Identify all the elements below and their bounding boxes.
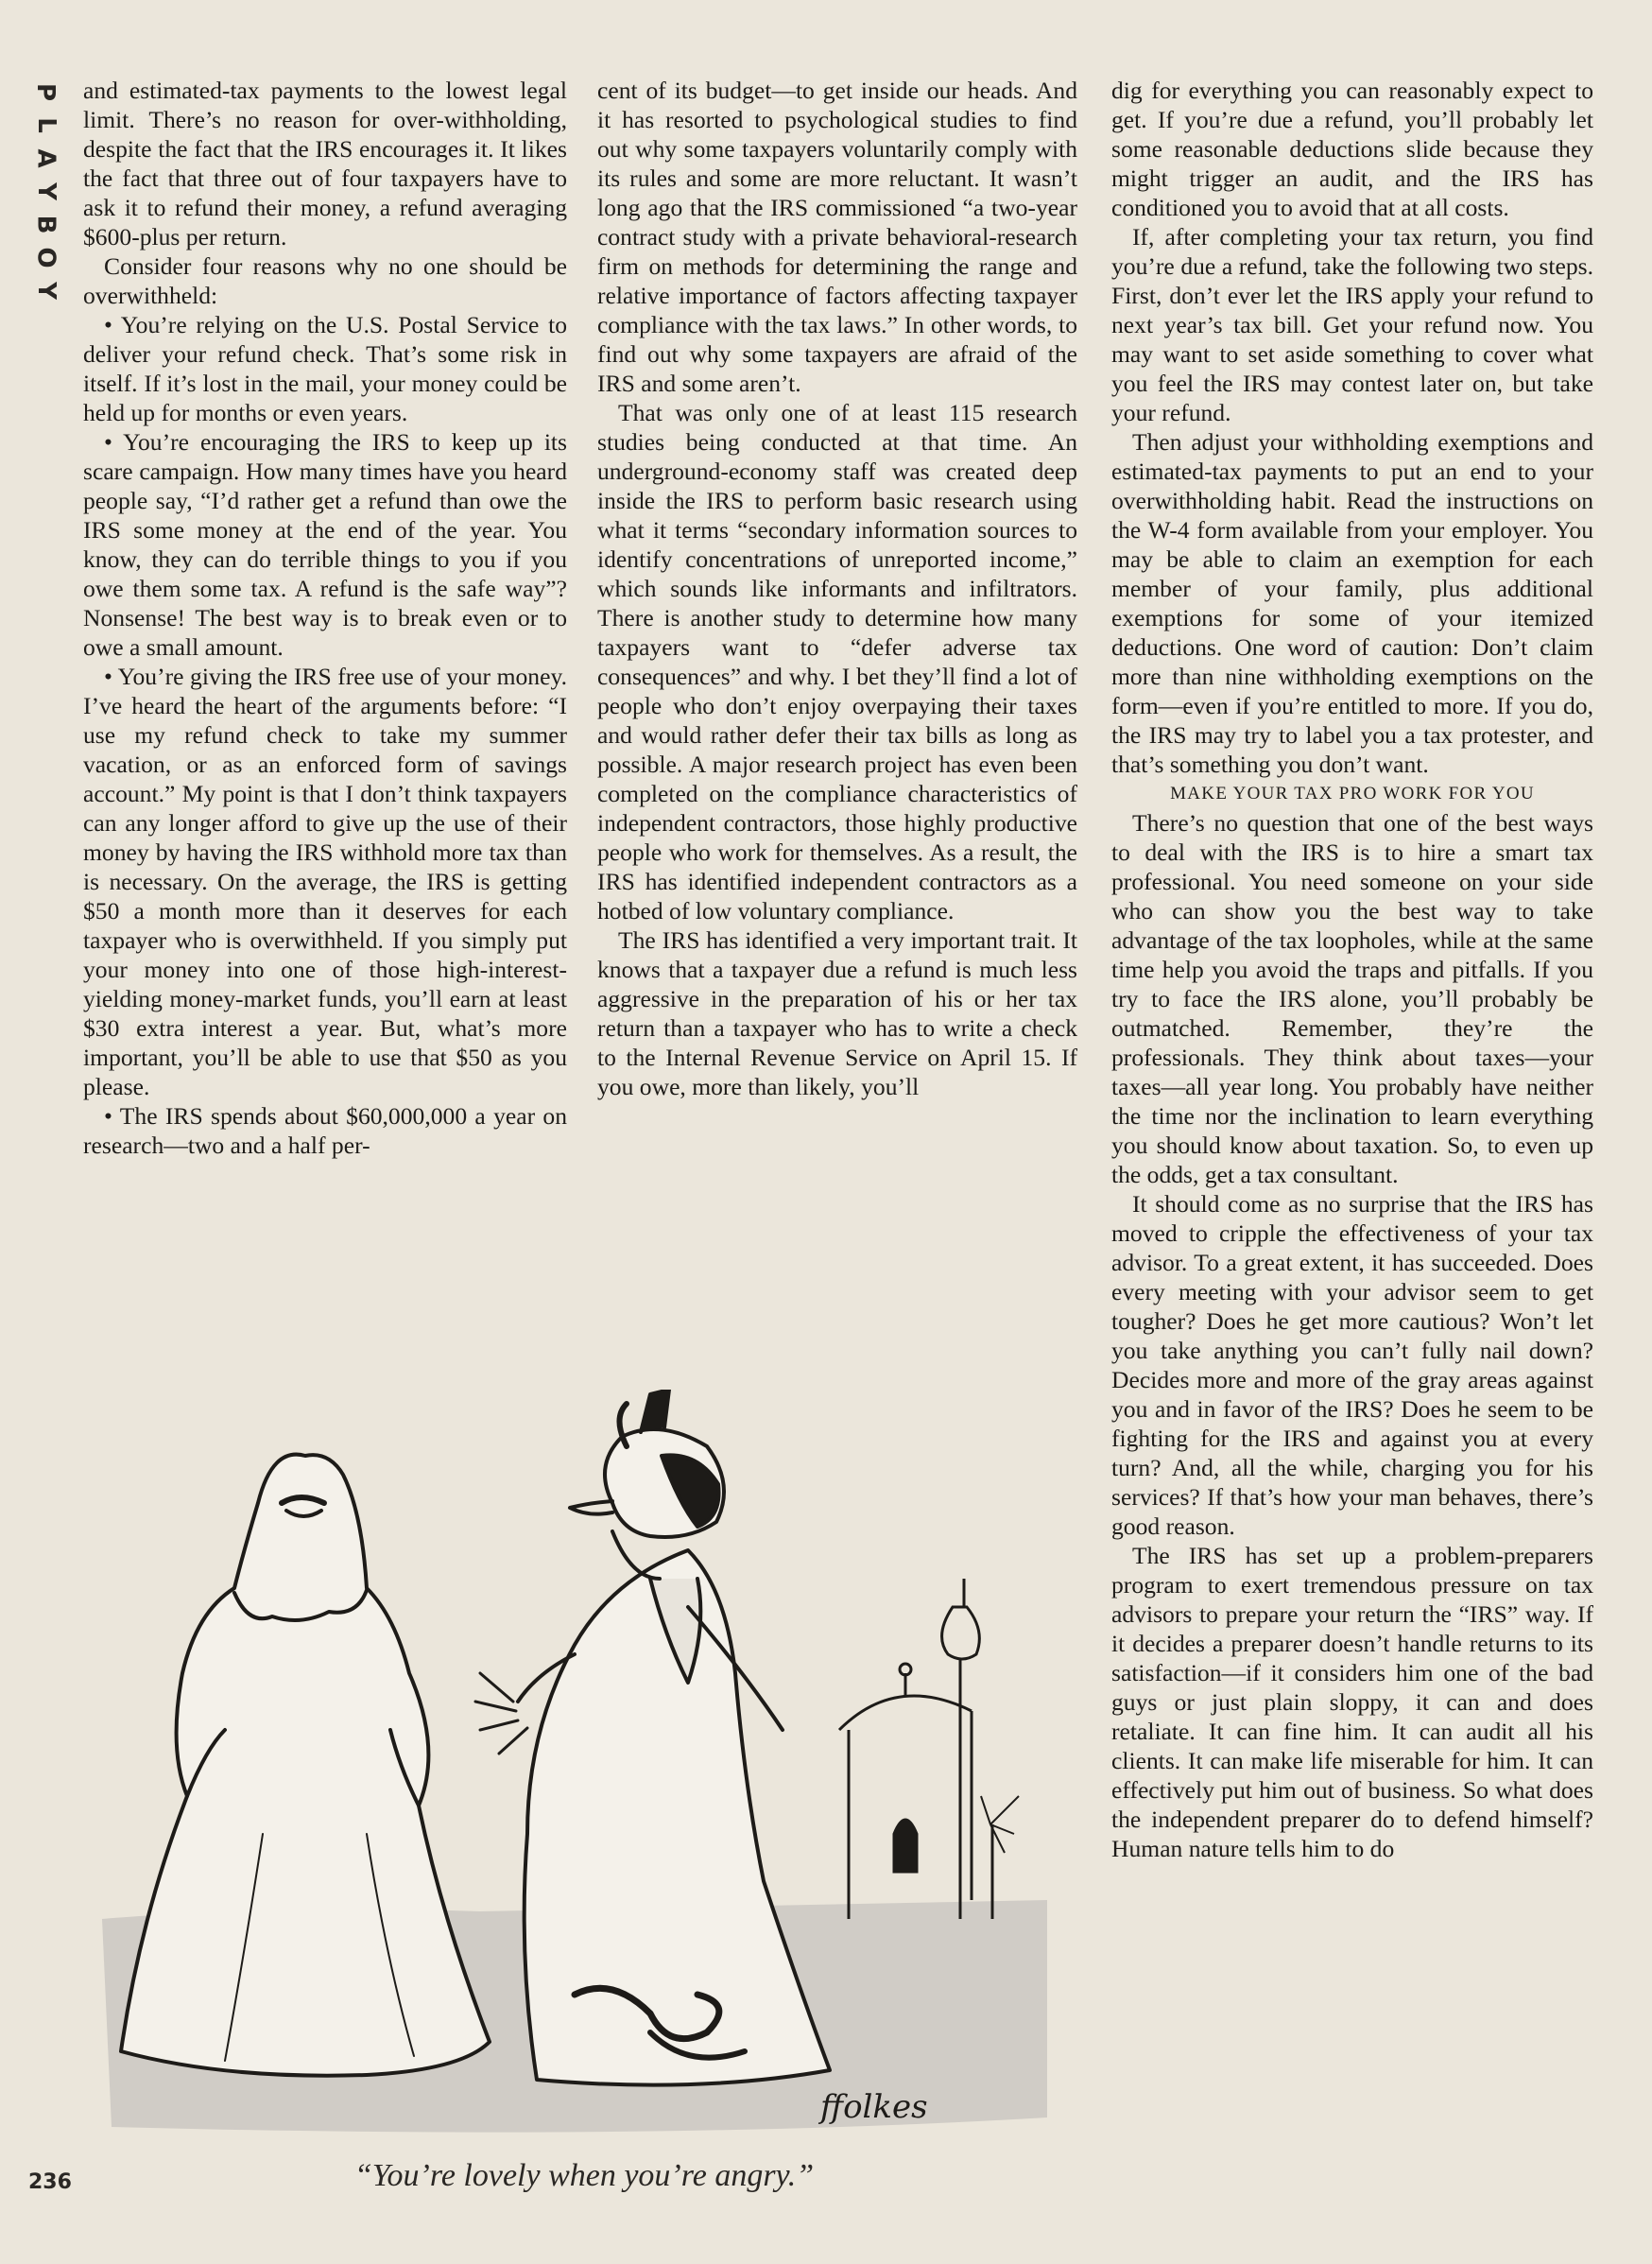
cartoon-illustration bbox=[83, 1390, 1085, 2146]
paragraph: That was only one of at least 115 research studies being conducted at that time. An underground-economy staff was created deep inside the IRS to perform basic research using what it terms “secondary information sources to identify concentrations of unreported income,” which sounds like informants and infiltrators. There is another study to determine how many taxpayers want to “defer adverse tax consequences” and why. I bet they’ll find a lot of people who don’t enjoy overpaying their taxes and would rather defer their tax bills as long as possible. A major research project has even been completed on the compliance characteristics of independent contractors, those highly productive people who work for themselves. As a result, the IRS has identified independent contractors as a hotbed of low voluntary compliance. bbox=[597, 399, 1077, 925]
paragraph: and estimated-tax payments to the lowest legal limit. There’s no reason for over-withholding, despite the fact that the IRS encourages it. It likes the fact that three out of four taxpayers have to ask it to refund their money, a refund averaging $600-plus per return. bbox=[83, 77, 567, 251]
magazine-letter: L bbox=[31, 117, 60, 133]
sultan-figure bbox=[475, 1390, 830, 2085]
paragraph: It should come as no surprise that the IRS has moved to cripple the effectiveness of your tax advisor. To a great extent, it has succeeded. Does every meeting with your advisor seem to get tougher? Does he get more cautious? Won’t let you take anything you can’t fully nail down? Decides more and more of the gray areas against you and in favor of the IRS? Does he seem to be fighting for the IRS and against you at every turn? And, all the while, charging you for his services? If that’s how your man behaves, there’s good reason. bbox=[1111, 1190, 1593, 1540]
paragraph: dig for everything you can reasonably expect to get. If you’re due a refund, you’ll probably let some reasonable deductions slide because they might trigger an audit, and the IRS has conditioned you to avoid that at all costs. bbox=[1111, 77, 1593, 221]
magazine-letter: Y bbox=[31, 282, 60, 300]
column-1 bbox=[83, 76, 567, 1160]
page-number: 236 bbox=[28, 2170, 72, 2194]
paragraph: Consider four reasons why no one should be overwithheld: bbox=[83, 252, 567, 309]
cartoon-signature: ffolkes bbox=[820, 2088, 928, 2126]
cartoon-caption: “You’re lovely when you’re angry.” bbox=[353, 2158, 815, 2193]
magazine-letter: B bbox=[31, 215, 60, 234]
paragraph: There’s no question that one of the best ways to deal with the IRS is to hire a smart tax professional. You need someone on your side who can show you the best way to take advantage of the tax loopholes, while at the same time help you avoid the traps and pitfalls. If you try to face the IRS alone, you’ll probably be outmatched. Remember, they’re the professionals. They think about taxes—your taxes—all year long. You probably have neither the time nor the inclination to learn everything you should know about taxation. So, to even up the odds, get a tax consultant. bbox=[1111, 809, 1593, 1188]
column-2 bbox=[597, 76, 1077, 1101]
paragraph: Then adjust your withholding exemptions and estimated-tax payments to put an end to your overwithholding habit. Read the instructions on the W-4 form available from your employer. You may be able to claim an exemption for each member of your family, plus additional exemptions for some of your itemized deductions. One word of caution: Don’t claim more than nine withholding exemptions on the form—even if you’re entitled to more. If you do, the IRS may try to label you a tax protester, and that’s something you don’t want. bbox=[1111, 428, 1593, 778]
magazine-letter: P bbox=[31, 82, 60, 102]
section-subhead: MAKE YOUR TAX PRO WORK FOR YOU bbox=[1170, 784, 1535, 804]
magazine-letter: Y bbox=[31, 182, 60, 200]
palace-domes bbox=[839, 1579, 1019, 1919]
column-3 bbox=[1111, 76, 1593, 2184]
paragraph: The IRS has set up a problem-preparers program to exert tremendous pressure on tax advisors to prepare your return the “IRS” way. If it decides a preparer doesn’t handle returns to its satisfaction—if it considers him one of the bad guys or just plain sloppy, it can and does retaliate. It can fine him. It can audit all his clients. It can make life miserable for him. It can effectively put him out of business. So what does the independent preparer do to defend himself? Human nature tells him to do bbox=[1111, 1542, 1593, 1862]
bullet-paragraph: • You’re encouraging the IRS to keep up its scare campaign. How many times have you heard people say, “I’d rather get a refund than owe the IRS some money at the end of the year. You know, they can do terrible things to you if you owe them some tax. A refund is the safe way”? Nonsense! The best way is to break even or to owe a small amount. bbox=[83, 428, 567, 661]
paragraph: If, after completing your tax return, you find you’re due a refund, take the following two steps. First, don’t ever let the IRS apply your refund to next year’s tax bill. Get your refund now. You may want to set aside something to cover what you feel the IRS may contest later on, but take your refund. bbox=[1111, 223, 1593, 426]
bullet-paragraph: • The IRS spends about $60,000,000 a year on research—two and a half per- bbox=[83, 1102, 567, 1159]
magazine-name-vertical bbox=[26, 76, 64, 307]
veiled-woman-figure bbox=[121, 1455, 490, 2076]
paragraph: The IRS has identified a very important trait. It knows that a taxpayer due a refund is much less aggressive in the preparation of his or her tax return than a taxpayer who has to write a check to the Internal Revenue Service on April 15. If you owe, more than likely, you’ll bbox=[597, 926, 1077, 1100]
magazine-letter: O bbox=[31, 247, 60, 268]
bullet-paragraph: • You’re relying on the U.S. Postal Service to deliver your refund check. That’s some risk in itself. If it’s lost in the mail, your money could be held up for months or even years. bbox=[83, 311, 567, 426]
paragraph: cent of its budget—to get inside our heads. And it has resorted to psychological studies to find out why some taxpayers voluntarily comply with its rules and some are more reluctant. It wasn’t long ago that the IRS commissioned “a two-year contract study with a private behavioral-research firm on methods for determining the range and relative importance of factors affecting taxpayer compliance with the tax laws.” In other words, to find out why some taxpayers are afraid of the IRS and some aren’t. bbox=[597, 77, 1077, 397]
bullet-paragraph: • You’re giving the IRS free use of your money. I’ve heard the heart of the arguments before: “I use my refund check to take my summer vacation, or as an enforced form of savings account.” My point is that I don’t think taxpayers can any longer afford to give up the use of their money by having the IRS withhold more tax than is necessary. On the average, the IRS is getting $50 a month more than it deserves for each taxpayer who is overwithheld. If you simply put your money into one of those high-interest-yielding money-market funds, you’ll earn at least $30 extra interest a year. But, what’s more important, you’ll be able to use that $50 as you please. bbox=[83, 663, 567, 1100]
magazine-letter: A bbox=[31, 148, 60, 168]
